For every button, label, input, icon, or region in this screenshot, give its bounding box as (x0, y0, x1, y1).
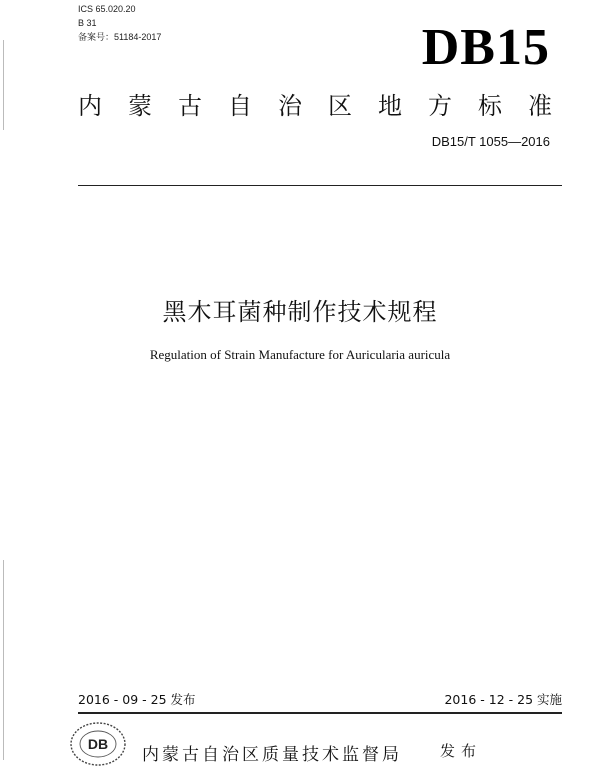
issuing-authority: 内蒙古自治区质量技术监督局 (142, 745, 402, 765)
scan-edge-mark (3, 560, 4, 760)
classification-code: B 31 (78, 18, 97, 28)
record-number: 备案号：51184-2017 (78, 32, 162, 42)
standard-type: 内蒙古自治区地方标准 (78, 92, 578, 120)
implementation-date: 2016 - 12 - 25 实施 (444, 692, 562, 707)
document-title-en: Regulation of Strain Manufacture for Auricularia auricula (149, 347, 451, 362)
seal-stamp-icon (64, 720, 134, 768)
ics-code: ICS 65.020.20 (78, 4, 136, 14)
seal-text: DB (87, 736, 109, 752)
header-divider (78, 185, 562, 186)
db-logo-mark: DB15 (421, 19, 550, 76)
issue-date: 2016 - 09 - 25 发布 (78, 692, 196, 707)
standard-number: DB15/T 1055—2016 (431, 134, 550, 149)
document-title-zh: 黑木耳菌种制作技术规程 (162, 298, 438, 326)
issued-label: 发布 (440, 742, 483, 760)
footer-divider (78, 712, 562, 714)
scan-edge-mark (3, 40, 4, 130)
